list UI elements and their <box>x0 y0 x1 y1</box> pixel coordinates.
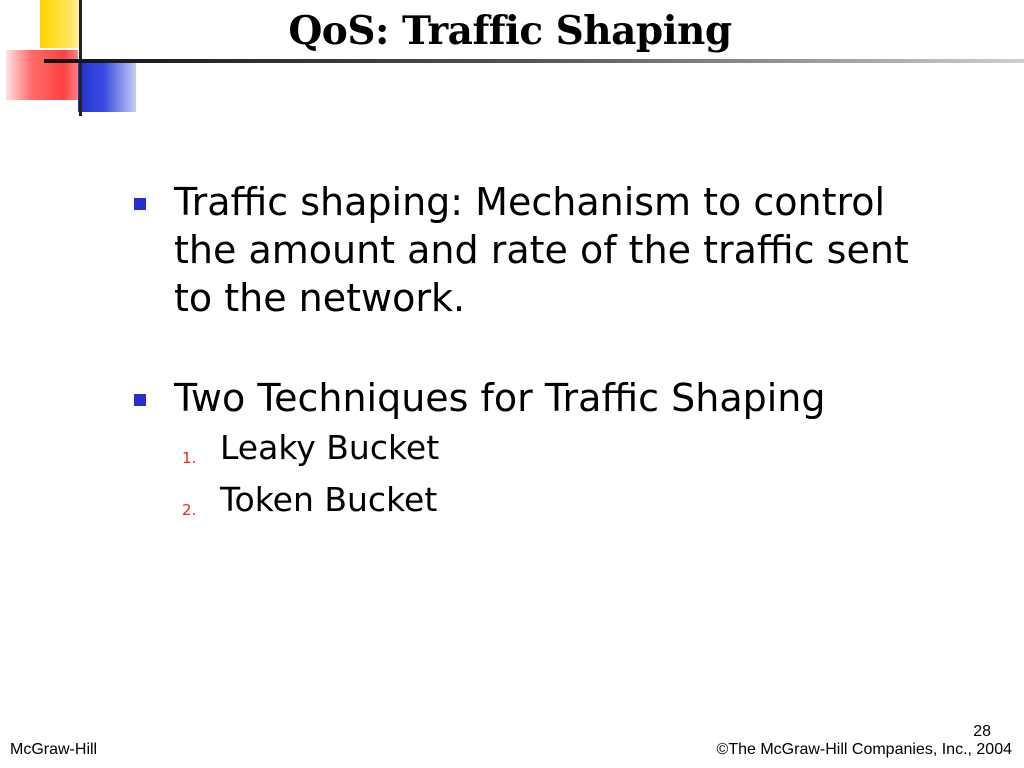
bullet-item <box>130 374 930 422</box>
yellow-square <box>40 0 82 48</box>
title-underline-rule <box>44 59 1024 63</box>
page-number: 28 <box>973 723 991 740</box>
subitem-number: 1. <box>182 449 197 467</box>
bullet-text: Two Techniques for Traffic Shaping <box>174 376 826 420</box>
subitem-number: 2. <box>182 501 197 519</box>
vertical-rule <box>79 0 82 116</box>
numbered-subitem <box>130 474 930 526</box>
blue-square <box>78 62 136 112</box>
footer-publisher: McGraw-Hill <box>10 741 98 758</box>
bullet-item <box>130 178 930 322</box>
subitem-text: Leaky Bucket <box>220 428 440 467</box>
bullet-list <box>130 178 930 526</box>
subitem-text: Token Bucket <box>220 480 438 519</box>
square-bullet-icon <box>134 198 146 210</box>
red-square <box>6 50 78 100</box>
bullet-text: Traffic shaping: Mechanism to control the amount and rate of the traffic sent to the network. <box>174 180 909 320</box>
square-bullet-icon <box>134 394 146 406</box>
slide-title: QoS: Traffic Shaping <box>288 8 732 54</box>
numbered-subitem <box>130 422 930 474</box>
footer-copyright: ©The McGraw-Hill Companies, Inc., 2004 <box>716 741 1012 758</box>
